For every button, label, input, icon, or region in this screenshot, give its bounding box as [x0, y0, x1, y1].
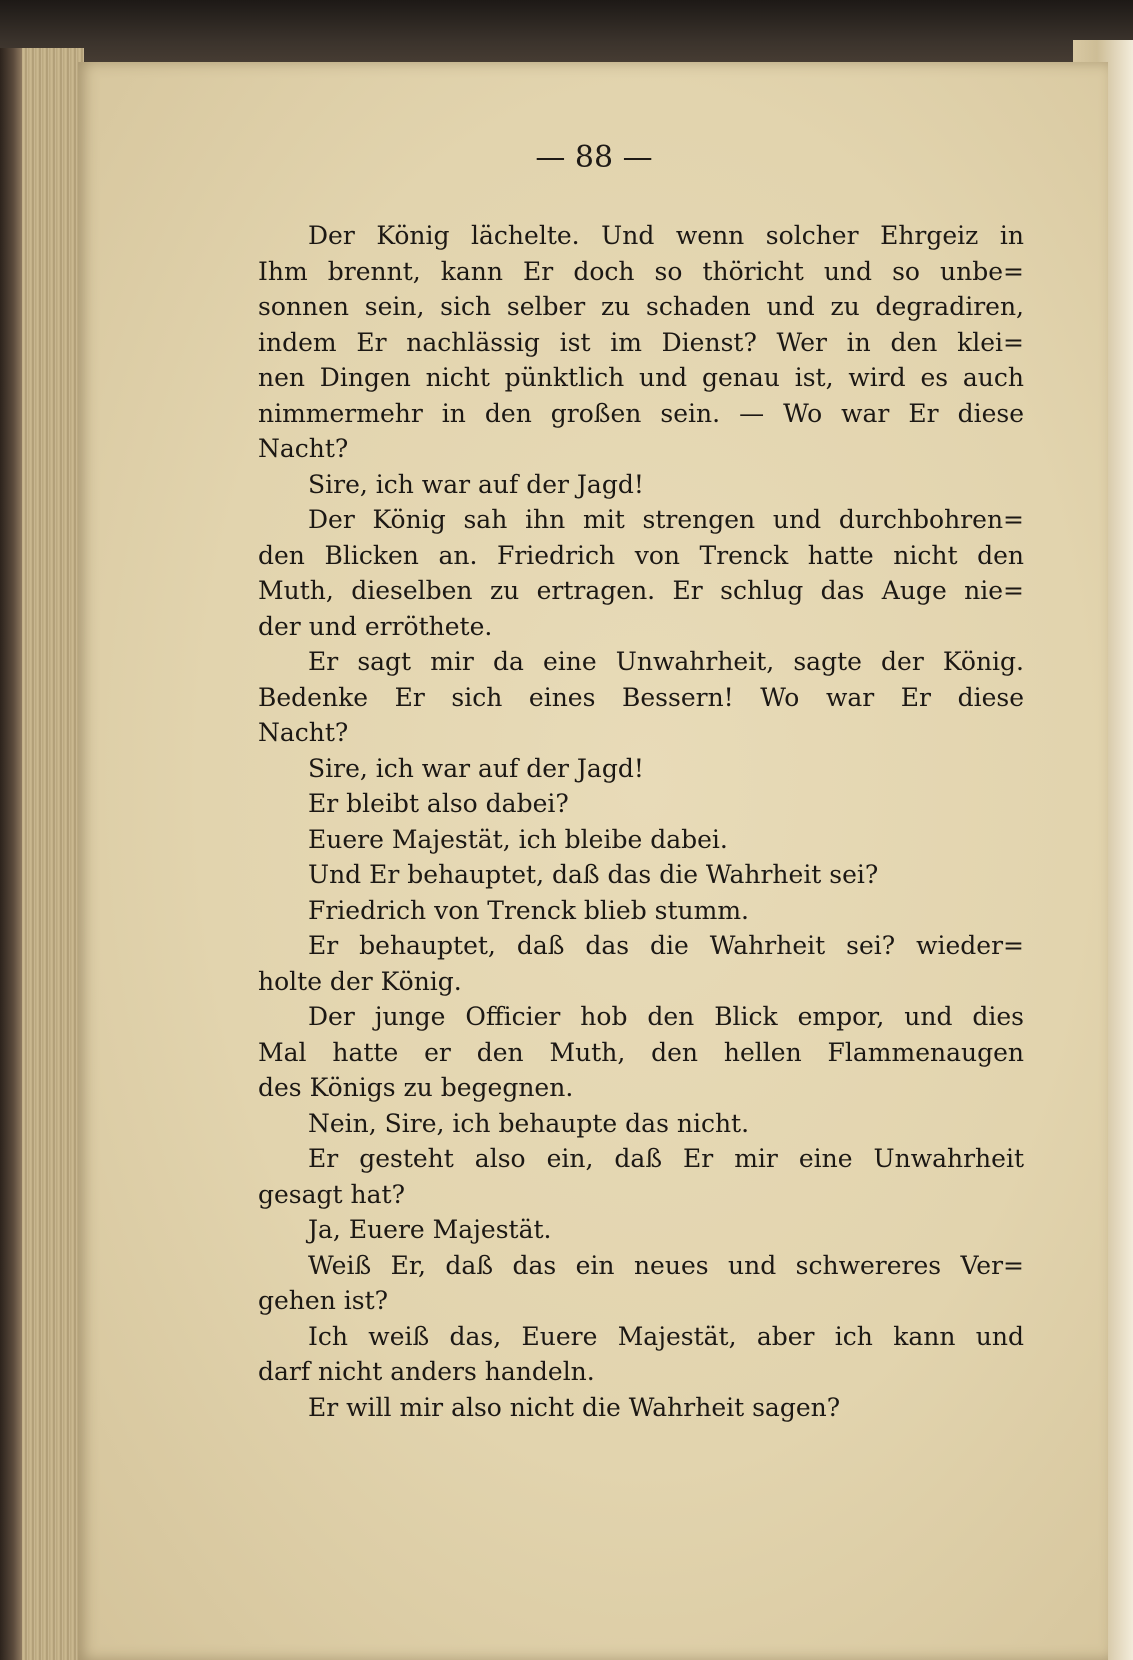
text-line: Er sagt mir da eine Unwahrheit, sagte der König. — [308, 647, 1024, 676]
text-line: indem Er nachlässig ist im Dienst? Wer in den klei= — [258, 327, 1024, 357]
text-line: Nein, Sire, ich behaupte das nicht. — [308, 1108, 750, 1138]
text-line: Er gesteht also ein, daß Er mir eine Unwahrheit — [308, 1144, 1024, 1173]
text-line: sonnen sein, sich selber zu schaden und zu degradiren, — [258, 292, 1024, 321]
text-line: Ja, Euere Majestät. — [308, 1215, 552, 1244]
text-line: Bedenke Er sich eines Bessern! Wo war Er diese — [258, 682, 1024, 712]
text-line: Und Er behauptet, daß das die Wahrheit sei? — [308, 860, 879, 889]
page-number-header: — 88 — — [535, 140, 653, 175]
text-line: des Königs zu begegnen. — [258, 1073, 574, 1102]
text-line: Der junge Officier hob den Blick empor, und dies — [308, 1002, 1024, 1031]
book-binding — [0, 48, 22, 1660]
text-line: Sire, ich war auf der Jagd! — [308, 753, 644, 783]
text-line: den Blicken an. Friedrich von Trenck hatte nicht den — [258, 540, 1024, 570]
text-line: Er behauptet, daß das die Wahrheit sei? wieder= — [308, 931, 1024, 960]
text-line: gehen ist? — [258, 1286, 389, 1315]
text-line: Muth, dieselben zu ertragen. Er schlug das Auge nie= — [258, 576, 1024, 605]
text-line: Er bleibt also dabei? — [308, 789, 569, 818]
text-line: Er will mir also nicht die Wahrheit sagen? — [308, 1392, 841, 1422]
top-shadow — [0, 0, 1133, 70]
text-line: Mal hatte er den Muth, den hellen Flammenaugen — [258, 1037, 1024, 1067]
text-line: nimmermehr in den großen sein. — Wo war Er diese — [258, 398, 1024, 428]
text-line: nen Dingen nicht pünktlich und genau ist, wird es auch — [258, 363, 1024, 392]
body-text — [258, 218, 1024, 1425]
text-line: Nacht? — [258, 718, 349, 747]
text-line: Der König sah ihn mit strengen und durchbohren= — [308, 505, 1024, 534]
text-line: Friedrich von Trenck blieb stumm. — [308, 895, 750, 925]
text-line: darf nicht anders handeln. — [258, 1357, 595, 1386]
text-line: der und erröthete. — [258, 611, 493, 641]
text-line: Ich weiß das, Euere Majestät, aber ich kann und — [308, 1321, 1024, 1351]
text-line: Der König lächelte. Und wenn solcher Ehrgeiz in — [308, 221, 1024, 250]
text-line: gesagt hat? — [258, 1179, 405, 1209]
text-line: Euere Majestät, ich bleibe dabei. — [308, 824, 728, 854]
text-line: Nacht? — [258, 434, 349, 463]
text-line: Weiß Er, daß das ein neues und schwereres Ver= — [308, 1250, 1024, 1280]
text-line: holte der König. — [258, 966, 462, 996]
text-line: Ihm brennt, kann Er doch so thöricht und so unbe= — [258, 256, 1024, 286]
text-line: Sire, ich war auf der Jagd! — [308, 469, 644, 499]
